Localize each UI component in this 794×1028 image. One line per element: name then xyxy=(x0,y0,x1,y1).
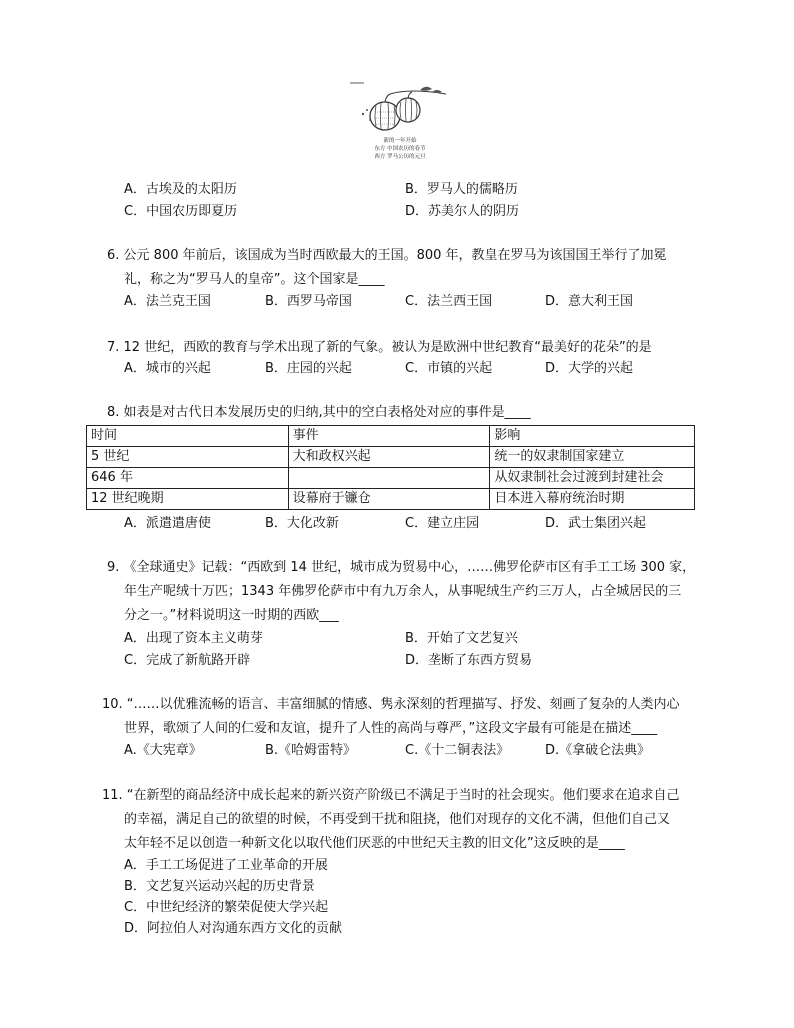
q5-option-a: A．古埃及的太阳历 xyxy=(124,182,237,197)
q8-line-1: 8. 如表是对古代日本发展历史的归纳,其中的空白表格处对应的事件是____ xyxy=(107,405,531,420)
q5-option-b: B．罗马人的儒略历 xyxy=(405,182,518,197)
figure-caption-3: 西方 罗马公历的元旦 xyxy=(374,154,426,160)
table-header-cell: 时间 xyxy=(87,426,289,447)
table-header-row xyxy=(87,426,695,447)
q7-option-a: A．城市的兴起 xyxy=(124,361,211,376)
q11-option-c: C．中世纪经济的繁荣促使大学兴起 xyxy=(124,900,329,915)
q6-line-1: 6. 公元 800 年前后，该国成为当时西欧最大的王国。800 年，教皇在罗马为该国国王举行了加冕 xyxy=(107,248,667,263)
q11-option-d: D．阿拉伯人对沟通东西方文化的贡献 xyxy=(124,921,343,936)
pumpkin-icon xyxy=(350,80,450,136)
q5-option-c: C．中国农历即夏历 xyxy=(124,204,238,219)
q8-option-d: D．武士集团兴起 xyxy=(545,516,647,531)
q6-line-2: 礼，称之为“罗马人的皇帝”。这个国家是____ xyxy=(124,272,385,287)
table-row xyxy=(87,489,695,510)
table-cell: 日本进入幕府统治时期 xyxy=(490,489,695,510)
q9-line-2: 年生产呢绒十万匹；1343 年佛罗伦萨市中有九万余人，从事呢绒生产约三万人，占全城居民的三 xyxy=(124,584,682,599)
q8-option-b: B．大化改新 xyxy=(265,516,339,531)
q9-option-c: C．完成了新航路开辟 xyxy=(124,653,251,668)
table-cell: 5 世纪 xyxy=(87,447,289,468)
q10-option-d: D.《拿破仑法典》 xyxy=(545,743,651,758)
q9-option-d: D．垄断了东西方贸易 xyxy=(405,653,533,668)
japan-history-table xyxy=(86,425,695,510)
table-cell: 从奴隶制社会过渡到封建社会 xyxy=(490,468,695,489)
q11-line-1: 11. “在新型的商品经济中成长起来的新兴资产阶级已不满足于当时的社会现实。他们要求在追求自己 xyxy=(102,788,680,803)
q11-option-b: B．文艺复兴运动兴起的历史背景 xyxy=(124,879,315,894)
q10-option-b: B.《哈姆雷特》 xyxy=(265,743,357,758)
q11-line-3: 太年轻不足以创造一种新文化以取代他们厌恶的中世纪天主教的旧文化”这反映的是____ xyxy=(124,836,625,851)
q6-option-a: A．法兰克王国 xyxy=(124,294,211,309)
table-cell: 646 年 xyxy=(87,468,289,489)
q9-option-a: A．出现了资本主义萌芽 xyxy=(124,631,263,646)
table-cell: 12 世纪晚期 xyxy=(87,489,289,510)
q7-option-b: B．庄园的兴起 xyxy=(265,361,352,376)
table-header-cell: 事件 xyxy=(288,426,490,447)
q9-line-1: 9. 《全球通史》记载：“西欧到 14 世纪，城市成为贸易中心，……佛罗伦萨市区有手工工场 300 家， xyxy=(107,560,696,575)
q10-line-1: 10. “……以优雅流畅的语言、丰富细腻的情感、隽永深刻的哲理描写、抒发、刻画了复杂的人类内心 xyxy=(102,697,680,712)
q6-option-b: B．西罗马帝国 xyxy=(265,294,352,309)
q11-option-a: A．手工工场促进了工业革命的开展 xyxy=(124,858,328,873)
q6-option-d: D．意大利王国 xyxy=(545,294,634,309)
q11-line-2: 的幸福，满足自己的欲望的时候，不再受到干扰和阻挠，他们对现存的文化不满，但他们自己又 xyxy=(124,812,671,827)
q7-line-1: 7. 12 世纪，西欧的教育与学术出现了新的气象。被认为是欧洲中世纪教育“最美好的花朵”的是 xyxy=(107,340,652,355)
table-row xyxy=(87,447,695,468)
table-cell-blank xyxy=(288,468,490,489)
table-row xyxy=(87,468,695,489)
table-cell: 统一的奴隶制国家建立 xyxy=(490,447,695,468)
q10-option-a: A.《大宪章》 xyxy=(124,743,202,758)
q9-line-3: 分之一。”材料说明这一时期的西欧___ xyxy=(124,608,339,623)
q7-option-d: D．大学的兴起 xyxy=(545,361,634,376)
table-cell: 设幕府于镰仓 xyxy=(288,489,490,510)
q10-option-c: C.《十二铜表法》 xyxy=(405,743,510,758)
q6-option-c: C．法兰西王国 xyxy=(405,294,493,309)
figure-caption-1: 新的一年开始 xyxy=(383,138,417,144)
table-header-cell: 影响 xyxy=(490,426,695,447)
q8-option-a: A．派遣遣唐使 xyxy=(124,516,211,531)
q8-option-c: C．建立庄园 xyxy=(405,516,480,531)
q9-option-b: B．开始了文艺复兴 xyxy=(405,631,518,646)
q5-option-d: D．苏美尔人的阴历 xyxy=(405,204,520,219)
q10-line-2: 世界，歌颂了人间的仁爱和友谊，提升了人性的高尚与尊严，”这段文字最有可能是在描述____ xyxy=(124,721,658,736)
figure-caption-2: 东方 中国农历的春节 xyxy=(374,146,426,152)
q7-option-c: C．市镇的兴起 xyxy=(405,361,493,376)
table-cell: 大和政权兴起 xyxy=(288,447,490,468)
